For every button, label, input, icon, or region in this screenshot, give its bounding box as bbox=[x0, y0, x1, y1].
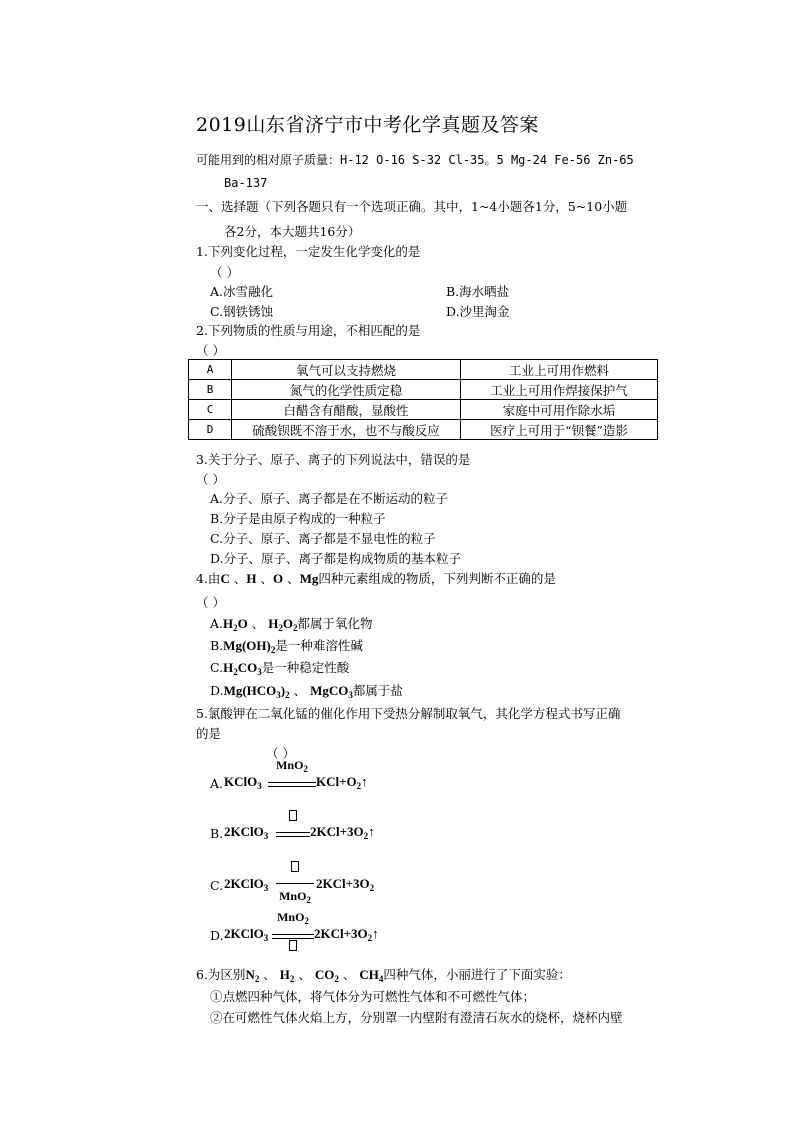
eq-d-condition bbox=[272, 940, 314, 955]
eq-d-reactant: 2KClO$_3$ bbox=[224, 926, 269, 943]
q5-label-d: D. bbox=[210, 928, 224, 943]
eq-a-products: $KCl+O_2↑$ bbox=[316, 774, 368, 791]
q2-table bbox=[188, 359, 658, 440]
q1-option-c: C.钢铁锈蚀 bbox=[210, 304, 274, 319]
eq-a-catalyst: MnO$_2$ bbox=[276, 758, 308, 774]
gas-arrow-icon: ↑ bbox=[368, 824, 375, 839]
eq-b-condition bbox=[276, 810, 310, 825]
eq-c-condition bbox=[276, 861, 314, 876]
q6-step1: ①点燃四种气体，将气体分为可燃性气体和不可燃性气体； bbox=[210, 989, 536, 1004]
q1-option-a: A.冰雪融化 bbox=[210, 284, 274, 299]
table-row bbox=[189, 380, 658, 400]
formula-mghco32: $Mg(HCO_3)_2$ bbox=[223, 683, 290, 700]
q3-answer-blank: （ ） bbox=[196, 472, 225, 487]
q6-stem: 6.为区别$N_2$ 、 $H_2$ 、 $CO_2$ 、 $CH_4$四种气体，小丽进行了下面实验： bbox=[196, 967, 571, 984]
atomic-masses-line2: Ba-137 bbox=[224, 176, 268, 190]
formula-h2: $H_2$ bbox=[279, 967, 295, 984]
eq-b-products: $2KCl+3O_2↑$ bbox=[310, 824, 375, 841]
row-label: C bbox=[189, 400, 232, 420]
section1-heading-line1: 一、选择题（下列各题只有一个选项正确。其中，1~4小题各1分，5~10小题 bbox=[196, 199, 628, 214]
eq-a-equals bbox=[268, 782, 316, 787]
q4-stem: 4.由C 、H 、O 、Mg四种元素组成的物质，下列判断不正确的是 bbox=[196, 571, 556, 586]
use-cell: 医疗上可用于“钡餐”造影 bbox=[461, 420, 658, 440]
formula-h2o: $H_2O$ bbox=[223, 616, 248, 633]
q1-option-d: D.沙里淘金 bbox=[446, 304, 510, 319]
property-cell: 氮气的化学性质定稳 bbox=[232, 380, 461, 400]
heat-symbol-icon bbox=[291, 861, 299, 872]
q2-stem: 2.下列物质的性质与用途，不相匹配的是 bbox=[196, 323, 421, 338]
element-c: C bbox=[220, 571, 230, 586]
q5-stem-line2: 的是 bbox=[196, 726, 222, 741]
q3-stem: 3.关于分子、原子、离子的下列说法中，错误的是 bbox=[196, 452, 471, 467]
q5-answer-blank: （ ） bbox=[266, 746, 295, 761]
q3-option-c: C.分子、原子、离子都是不显电性的粒子 bbox=[210, 531, 436, 546]
q3-option-d: D.分子、原子、离子都是构成物质的基本粒子 bbox=[210, 551, 462, 566]
table-row bbox=[189, 360, 658, 380]
eq-c-reactant: 2KClO$_3$ bbox=[224, 876, 269, 893]
property-cell: 氧气可以支持燃烧 bbox=[232, 360, 461, 380]
formula-ch4: $CH_4$ bbox=[359, 967, 384, 984]
row-label: B bbox=[189, 380, 232, 400]
q5-label-a: A. bbox=[210, 776, 224, 791]
gas-arrow-icon: ↑ bbox=[361, 774, 368, 789]
gas-arrow-icon: ↑ bbox=[372, 926, 379, 941]
q4-option-c: $C.H_2CO_3$是一种稳定性酸 bbox=[210, 660, 350, 677]
formula-h2co3: $H_2CO_3$ bbox=[223, 660, 262, 677]
q5-stem-line1: 5.氯酸钾在二氧化锰的催化作用下受热分解制取氧气，其化学方程式书写正确 bbox=[196, 706, 621, 721]
element-o: O bbox=[272, 571, 284, 586]
formula-n2: $N_2$ bbox=[245, 967, 260, 984]
element-mg: Mg bbox=[299, 571, 319, 586]
q2-answer-blank: （ ） bbox=[196, 343, 225, 358]
table-row bbox=[189, 400, 658, 420]
eq-a-reactant: KClO$_3$ bbox=[224, 774, 262, 791]
q4-option-b: $B.Mg(OH)_2$是一种难溶性碱 bbox=[210, 638, 363, 655]
q4-option-d: $D.Mg(HCO_3)_2$ 、 MgCO$_3$都属于盐 bbox=[210, 683, 403, 700]
heat-symbol-icon bbox=[289, 810, 297, 821]
eq-c-line bbox=[276, 883, 314, 884]
q6-step2: ②在可燃性气体火焰上方，分别罩一内壁附有澄清石灰水的烧杯，烧杯内壁 bbox=[210, 1010, 623, 1025]
heat-symbol-icon bbox=[289, 940, 297, 951]
formula-co2: $CO_2$ bbox=[314, 967, 339, 984]
formula-h2o2: $H_2O_2$ bbox=[268, 616, 298, 633]
q3-option-a: A.分子、原子、离子都是在不断运动的粒子 bbox=[210, 491, 449, 506]
property-cell: 硫酸钡既不溶于水，也不与酸反应 bbox=[232, 420, 461, 440]
eq-d-products: $2KCl+3O_2↑$ bbox=[314, 926, 379, 943]
section1-heading-line2: 各2分，本大题共16分） bbox=[224, 224, 361, 239]
q1-answer-blank: （ ） bbox=[210, 265, 239, 280]
eq-d-catalyst: MnO$_2$ bbox=[277, 910, 309, 926]
element-h: H bbox=[246, 571, 257, 586]
page-title: 2019山东省济宁市中考化学真题及答案 bbox=[196, 114, 539, 136]
q4-answer-blank: （ ） bbox=[196, 595, 225, 610]
eq-c-catalyst: MnO$_2$ bbox=[279, 889, 311, 905]
eq-b-reactant: 2KClO$_3$ bbox=[224, 824, 269, 841]
use-cell: 工业上可用作焊接保护气 bbox=[461, 380, 658, 400]
eq-c-products: $2KCl+3O_2$ bbox=[316, 876, 375, 893]
property-cell: 白醋含有醋酸，显酸性 bbox=[232, 400, 461, 420]
q1-option-b: B.海水晒盐 bbox=[446, 284, 510, 299]
eq-b-equals bbox=[276, 832, 310, 837]
use-cell: 工业上可用作燃料 bbox=[461, 360, 658, 380]
formula-mgco3: MgCO$_3$ bbox=[310, 683, 353, 700]
q5-label-b: B. bbox=[210, 826, 224, 841]
q1-stem: 1.下列变化过程，一定发生化学变化的是 bbox=[196, 244, 421, 259]
table-row bbox=[189, 420, 658, 440]
row-label: A bbox=[189, 360, 232, 380]
row-label: D bbox=[189, 420, 232, 440]
atomic-masses-line1: 可能用到的相对原子质量：H-12 O-16 S-32 Cl-35。5 Mg-24 Fe-56 Zn-65 bbox=[196, 153, 634, 167]
q3-option-b: B.分子是由原子构成的一种粒子 bbox=[210, 511, 386, 526]
eq-d-equals bbox=[272, 934, 314, 939]
q5-label-c: C. bbox=[210, 878, 224, 893]
formula-mgoh2: $Mg(OH)_2$ bbox=[223, 638, 276, 655]
use-cell: 家庭中可用作除水垢 bbox=[461, 400, 658, 420]
q4-option-a: $A.H_2O$ 、 $H_2O_2$都属于氧化物 bbox=[210, 616, 373, 633]
